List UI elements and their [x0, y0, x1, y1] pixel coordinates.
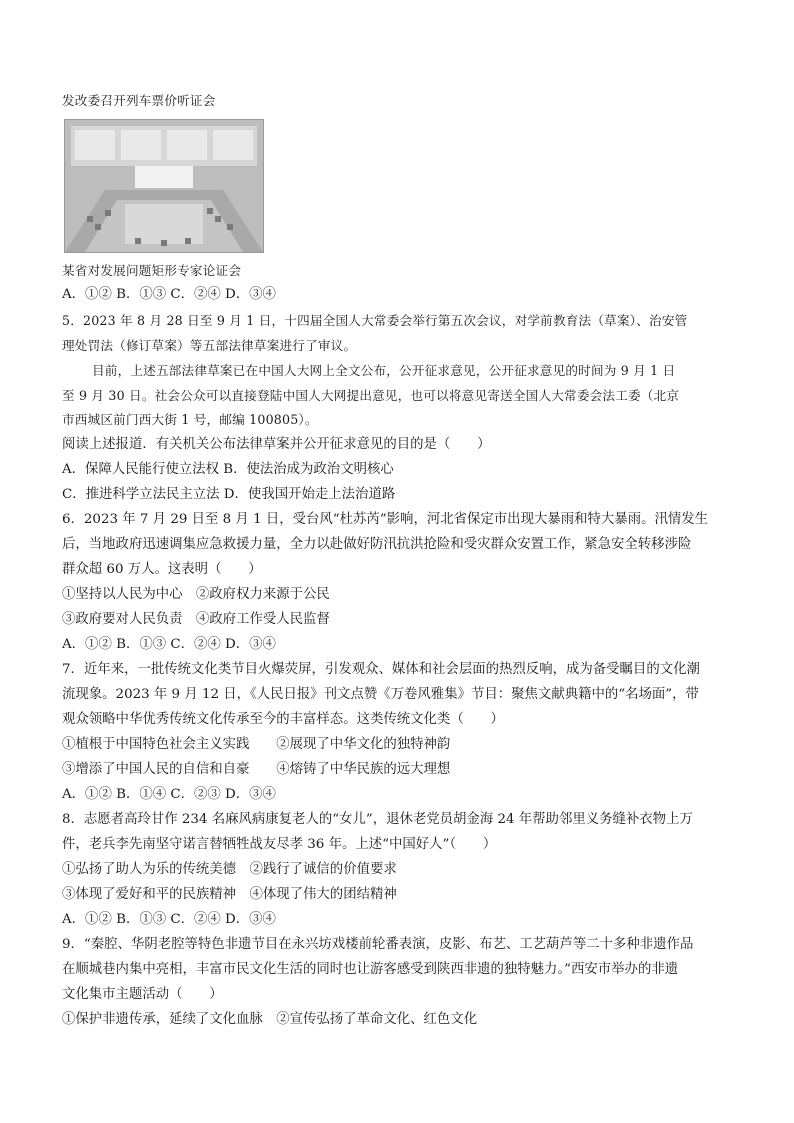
- q8-answer-options: A．①② B．①③ C．②④ D．③④: [62, 912, 276, 927]
- q6-statement-line: ③政府要对人民负责 ④政府工作受人民监督: [62, 612, 330, 627]
- q5-passage-line: 市西城区前门西大街 1 号，邮编 100805）。: [62, 412, 318, 427]
- hearing-photo: [64, 119, 264, 253]
- q8-text-line: 8．志愿者高玲甘作 234 名麻风病康复老人的“女儿”，退休老党员胡金海 24 年帮助邻里义务缝补衣物上万: [62, 812, 693, 827]
- q5-question: 阅读上述报道．有关机关公布法律草案并公开征求意见的目的是（ ）: [62, 437, 491, 452]
- conference-room-image: [65, 120, 263, 252]
- q5-text-line: 理处罚法（修订草案）等五部法律草案进行了审议。: [62, 338, 357, 353]
- q9-text-line: 9．“秦腔、华阴老腔等特色非遗节目在永兴坊戏楼前轮番表演，皮影、布艺、工艺葫芦等二十多种非遗作品: [62, 937, 694, 952]
- q7-text-line: 7．近年来，一批传统文化类节目火爆荧屏，引发观众、媒体和社会层面的热烈反响，成为备受瞩目的文化潮: [62, 662, 700, 677]
- q8-statement-line: ①弘扬了助人为乐的传统美德 ②践行了诚信的价值要求: [62, 862, 397, 877]
- q9-text-line: 文化集市主题活动（ ）: [62, 987, 223, 1002]
- q4-answer-options: A．①② B．①③ C．②④ D．③④: [62, 287, 276, 302]
- q7-answer-options: A．①② B．①④ C．②③ D．③④: [62, 787, 276, 802]
- q5-option-line: A．保障人民能行使立法权 B．使法治成为政治文明核心: [62, 462, 394, 477]
- photo-caption-top: 发改委召开列车票价听证会: [62, 93, 216, 108]
- q7-statement-line: ③增添了中国人民的自信和自豪 ④熔铸了中华民族的远大理想: [62, 762, 451, 777]
- q9-statement-line: ①保护非遗传承，延续了文化血脉 ②宣传弘扬了革命文化、红色文化: [62, 1012, 478, 1027]
- q7-text-line: 观众领略中华优秀传统文化传承至今的丰富样态。这类传统文化类（ ）: [62, 712, 504, 727]
- q5-option-line: C．推进科学立法民主立法 D．使我国开始走上法治道路: [62, 487, 396, 502]
- q5-passage-line: 至 9 月 30 日。社会公众可以直接登陆中国人大网提出意见，也可以将意见寄送全国人大常委会法工委（北京: [62, 388, 680, 403]
- q7-text-line: 流现象。2023 年 9 月 12 日，《人民日报》刊文点赞《万卷风雅集》节目：聚焦文献典籍中的“名场面”，带: [62, 687, 699, 702]
- q6-answer-options: A．①② B．①③ C．②④ D．③④: [62, 637, 276, 652]
- q5-text-line: 5．2023 年 8 月 28 日至 9 月 1 日，十四届全国人大常委会举行第五次会议，对学前教育法（草案）、治安管: [62, 313, 688, 328]
- q6-text-line: 后，当地政府迅速调集应急救援力量，全力以赴做好防汛抗洪抢险和受灾群众安置工作，紧急安全转移涉险: [62, 537, 692, 552]
- q6-text-line: 6．2023 年 7 月 29 日至 8 月 1 日，受台风“杜苏芮”影响，河北省保定市出现大暴雨和特大暴雨。汛情发生: [62, 512, 709, 527]
- q9-text-line: 在顺城巷内集中亮相，丰富市民文化生活的同时也让游客感受到陕西非遗的独特魅力。”西安市举办的非遗: [62, 962, 679, 977]
- q8-text-line: 件，老兵李先南坚守诺言替牺牲战友尽孝 36 年。上述“中国好人”（ ）: [62, 837, 497, 852]
- photo-caption-bottom: 某省对发展问题矩形专家论证会: [62, 263, 242, 278]
- q5-passage-line: 目前，上述五部法律草案已在中国人大网上全文公布，公开征求意见，公开征求意见的时间为 9 月 1 日: [92, 363, 676, 378]
- q6-text-line: 群众超 60 万人。这表明（ ）: [62, 562, 262, 577]
- q6-statement-line: ①坚持以人民为中心 ②政府权力来源于公民: [62, 587, 330, 602]
- q7-statement-line: ①植根于中国特色社会主义实践 ②展现了中华文化的独特神韵: [62, 737, 451, 752]
- q8-statement-line: ③体现了爱好和平的民族精神 ④体现了伟大的团结精神: [62, 887, 397, 902]
